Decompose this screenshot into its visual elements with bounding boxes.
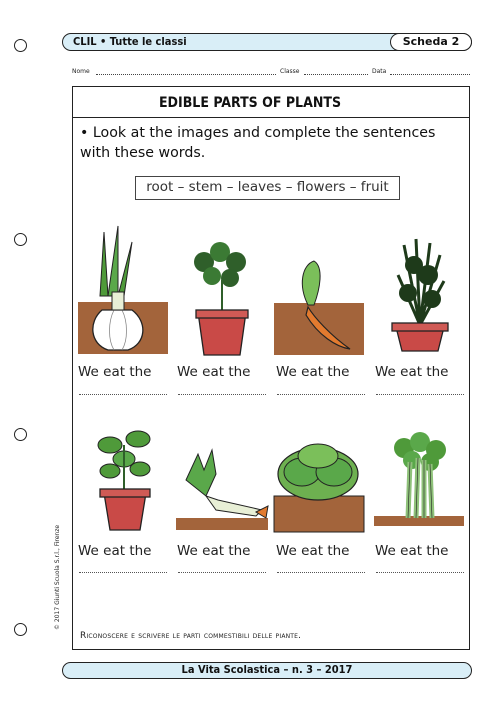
binder-hole-4 [14,623,27,636]
class-field[interactable] [304,74,368,75]
lettuce-illustration [272,428,362,535]
celery-illustration [374,432,464,535]
sentence-5: We eat the [78,543,152,559]
name-field[interactable] [96,74,276,75]
class-label: Classe [280,68,300,75]
leek-illustration [176,440,266,535]
carrot-illustration [274,255,364,360]
potted-herb-illustration [176,240,266,360]
binder-hole-2 [14,233,27,246]
answer-line-4[interactable] [376,394,464,395]
footer-bar: La Vita Scolastica – n. 3 – 2017 [62,662,472,679]
sentence-1: We eat the [78,364,152,380]
instruction-text: • Look at the images and complete the sentences with these words. [80,125,436,161]
date-label: Data [372,68,387,75]
answer-line-1[interactable] [79,394,167,395]
sentence-3: We eat the [276,364,350,380]
copyright-notice: © 2017 Giunti Scuola S.r.l., Firenze [54,524,61,630]
onion-illustration [78,222,168,362]
sentence-4: We eat the [375,364,449,380]
header-bar [62,33,472,51]
sentence-6: We eat the [177,543,251,559]
binder-hole-3 [14,428,27,441]
word-bank: root – stem – leaves – flowers – fruit [135,176,400,200]
potted-basil-illustration [80,425,170,535]
answer-line-5[interactable] [79,572,167,573]
answer-line-6[interactable] [178,572,266,573]
student-fields [72,68,472,80]
sentence-7: We eat the [276,543,350,559]
name-label: Nome [72,68,90,75]
answer-line-2[interactable] [178,394,266,395]
sentence-8: We eat the [375,543,449,559]
series-label: CLIL • Tutte le classi [73,35,187,48]
title-divider [73,117,469,118]
activity-caption: Riconoscere e scrivere le parti commestibili delle piante. [80,631,302,641]
answer-line-7[interactable] [277,572,365,573]
answer-line-8[interactable] [376,572,464,573]
worksheet-number: Scheda 2 [390,33,472,51]
worksheet-title: EDIBLE PARTS OF PLANTS [158,95,342,111]
binder-hole-1 [14,39,27,52]
sentence-2: We eat the [177,364,251,380]
answer-line-3[interactable] [277,394,365,395]
potted-fennel-illustration [374,235,464,360]
date-field[interactable] [390,74,470,75]
